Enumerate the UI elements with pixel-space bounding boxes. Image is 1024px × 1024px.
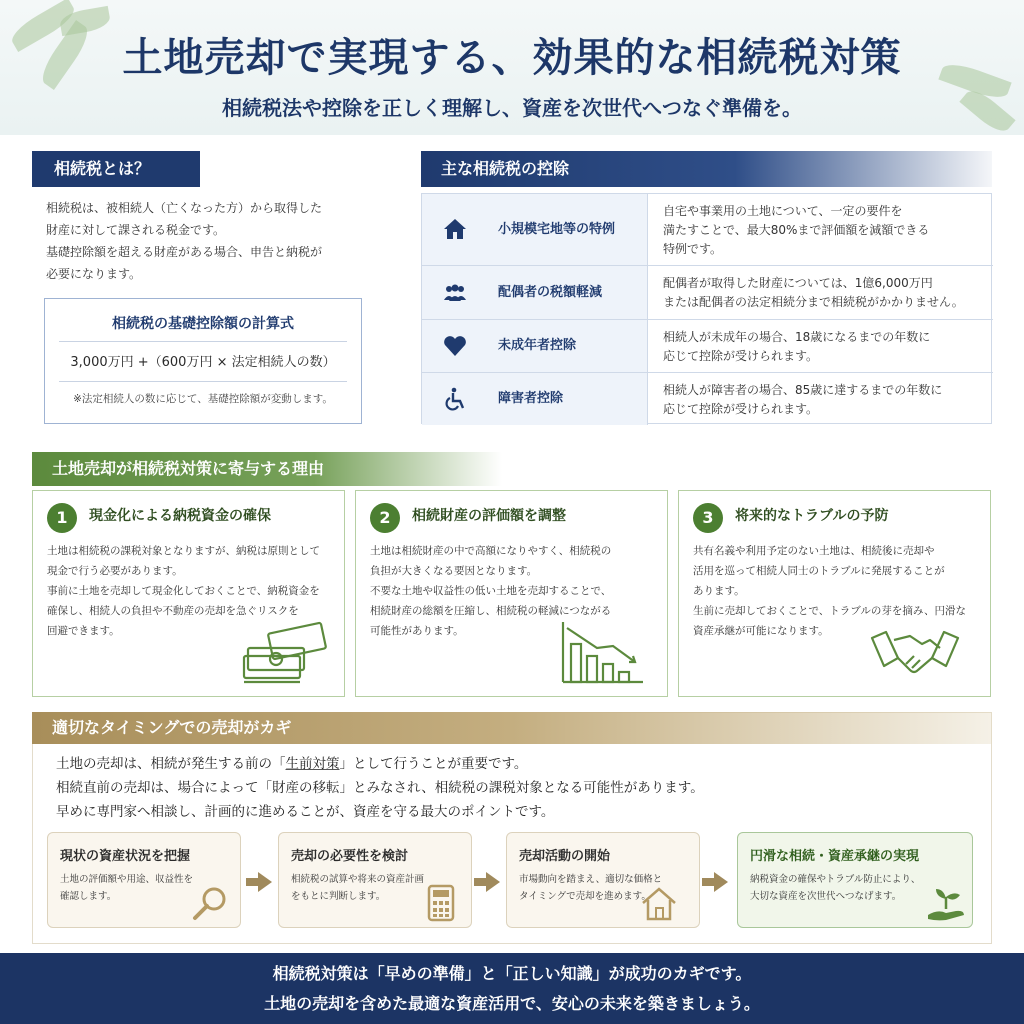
text-line: 相続人が未成年の場合、18歳になるまでの年数に [663,330,931,344]
row-label-cell [422,320,648,372]
divider [59,341,347,342]
reason-card [678,490,991,697]
text-line: 不要な土地や収益性の低い土地を売却することで、 [370,585,612,597]
section-heading-what-is: 相続税とは？ [32,151,200,187]
text-line: 土地の評価額や用途、収益性を [60,874,194,885]
deductions-table [421,193,992,424]
text-line: 基礎控除額を超える財産がある場合、申告と納税が [46,245,323,259]
text-line: 確認します。 [60,891,117,902]
header-banner [0,0,1024,135]
text-line: 土地は相続税の課税対象となりますが、納税は原則として [47,545,320,557]
text-segment: 土地の売却は、相続が発生する前の「 [56,756,286,772]
footer-line-1: 相続税対策は「早めの準備」と「正しい知識」が成功のカギです。 [272,964,752,983]
text-line: 納税資金の確保やトラブル防止により、 [750,874,921,885]
reason-card [355,490,668,697]
text-line: 自宅や事業用の土地について、一定の要件を [663,204,903,218]
card-title: 将来的なトラブルの予防 [735,508,889,524]
text-line: 応じて控除が受けられます。 [663,402,819,416]
people-icon [442,280,468,306]
deduction-name: 小規模宅地等の特例 [498,222,616,237]
text-segment: 」として行うことが重要です。 [339,756,528,772]
text-line: 応じて控除が受けられます。 [663,349,819,363]
text-line: 生前に売却しておくことで、トラブルの芽を摘み、円滑な [693,605,966,617]
text-line: 共有名義や利用予定のない土地は、相続後に売却や [693,545,935,557]
text-line: 相続財産の総額を圧縮し、相続税の軽減につながる [370,605,612,617]
step-number: 3 [693,503,723,533]
text-line: タイミングで売却を進めます。 [519,891,651,902]
formula-title: 相続税の基礎控除額の計算式 [112,316,294,332]
text-line: 可能性があります。 [370,625,464,637]
cash-icon [240,618,330,688]
text-line: あります。 [693,585,745,597]
calculator-icon [421,883,461,923]
text-line: 相続税は、被相続人（亡くなった方）から取得した [46,201,323,215]
text-line: 回避できます。 [47,625,120,637]
step-body [750,871,950,905]
formula-box [44,298,362,424]
sprout-hand-icon [926,883,966,923]
formula-expression: 3,000万円 +（600万円 × 法定相続人の数） [70,355,336,370]
text-line: または配偶者の法定相続分まで相続税がかかりません。 [663,295,964,309]
step-title: 現状の資産状況を把握 [60,849,191,864]
text-line: 土地は相続財産の中で高額になりやすく、相続税の [370,545,612,557]
section-heading-deductions: 主な相続税の控除 [421,151,992,187]
process-step [278,832,472,928]
step-number: 2 [370,503,400,533]
row-label-cell [422,194,648,265]
deduction-name: 配偶者の税額軽減 [498,285,603,300]
text-line: をもとに判断します。 [291,891,386,902]
step-number: 1 [47,503,77,533]
table-row [422,266,993,320]
text-line: 負担が大きくなる要因となります。 [370,565,538,577]
timing-line-2: 相続直前の売却は、場合によって「財産の移転」とみなされ、相続税の課税対象となる可能性があります。 [56,780,704,796]
heart-icon [442,333,468,359]
reason-card [32,490,345,697]
text-line: 活用を巡って相続人同士のトラブルに発展することが [693,565,945,577]
text-line: 配偶者が取得した財産については、1億6,000万円 [663,276,933,290]
table-row [422,194,993,266]
text-line: 相続人が障害者の場合、85歳に達するまでの年数に [663,383,943,397]
deduction-name: 障害者控除 [498,391,564,406]
handshake-icon [870,618,960,688]
wheelchair-icon [442,386,468,412]
text-line: 確保し、相続人の負担や不動産の売却を急ぐリスクを [47,605,299,617]
step-title: 円滑な相続・資産承継の実現 [750,849,920,864]
page-title: 土地売却で実現する、効果的な相続税対策 [122,35,902,81]
deduction-desc [663,328,988,366]
card-title: 相続財産の評価額を調整 [412,508,566,524]
table-row [422,320,993,373]
formula-note: ※法定相続人の数に応じて、基礎控除額が変動します。 [73,393,333,405]
process-step [737,832,973,928]
deduction-desc [663,381,988,419]
footer-line-2: 土地の売却を含めた最適な資産活用で、安心の未来を築きましょう。 [264,994,760,1013]
text-line: 財産に対して課される税金です。 [46,223,226,237]
arrow-right-icon [258,872,272,892]
house-icon [442,216,468,242]
divider [59,381,347,382]
timing-line-3: 早めに専門家へ相談し、計画的に進めることが、資産を守る最大のポイントです。 [56,804,555,820]
section-heading-timing: 適切なタイミングでの売却がカギ [32,712,992,744]
declining-chart-icon [557,618,647,688]
house-outline-icon [639,883,679,923]
text-line: 相続税の試算や将来の資産計画 [291,874,425,885]
timing-line-1 [56,752,527,772]
step-title: 売却活動の開始 [519,849,611,864]
step-title: 売却の必要性を検討 [291,849,409,864]
process-step [506,832,700,928]
emphasis-text: 生前対策 [285,756,340,772]
process-step [47,832,241,928]
card-title: 現金化による納税資金の確保 [89,508,271,524]
text-line: 事前に土地を売却して現金化しておくことで、納税資金を [47,585,320,597]
text-line: 特例です。 [663,242,723,256]
what-is-text [46,197,386,285]
deduction-desc [663,202,988,259]
row-label-cell [422,266,648,319]
arrow-right-icon [486,872,500,892]
table-row [422,373,993,425]
text-line: 満たすことで、最大80%まで評価額を減額できる [663,223,930,237]
deduction-name: 未成年者控除 [498,338,577,353]
text-line: 必要になります。 [46,267,142,281]
text-line: 市場動向を踏まえ、適切な価格と [519,874,663,885]
text-line: 大切な資産を次世代へつなげます。 [750,891,902,902]
deduction-desc [663,274,988,312]
section-heading-reasons: 土地売却が相続税対策に寄与する理由 [32,452,502,486]
arrow-right-icon [714,872,728,892]
row-label-cell [422,373,648,425]
footer-banner [0,953,1024,1024]
magnifier-icon [190,883,230,923]
text-line: 現金で行う必要があります。 [47,565,183,577]
text-line: 資産承継が可能になります。 [693,625,829,637]
page-subtitle: 相続税法や控除を正しく理解し、資産を次世代へつなぐ準備を。 [222,96,802,120]
